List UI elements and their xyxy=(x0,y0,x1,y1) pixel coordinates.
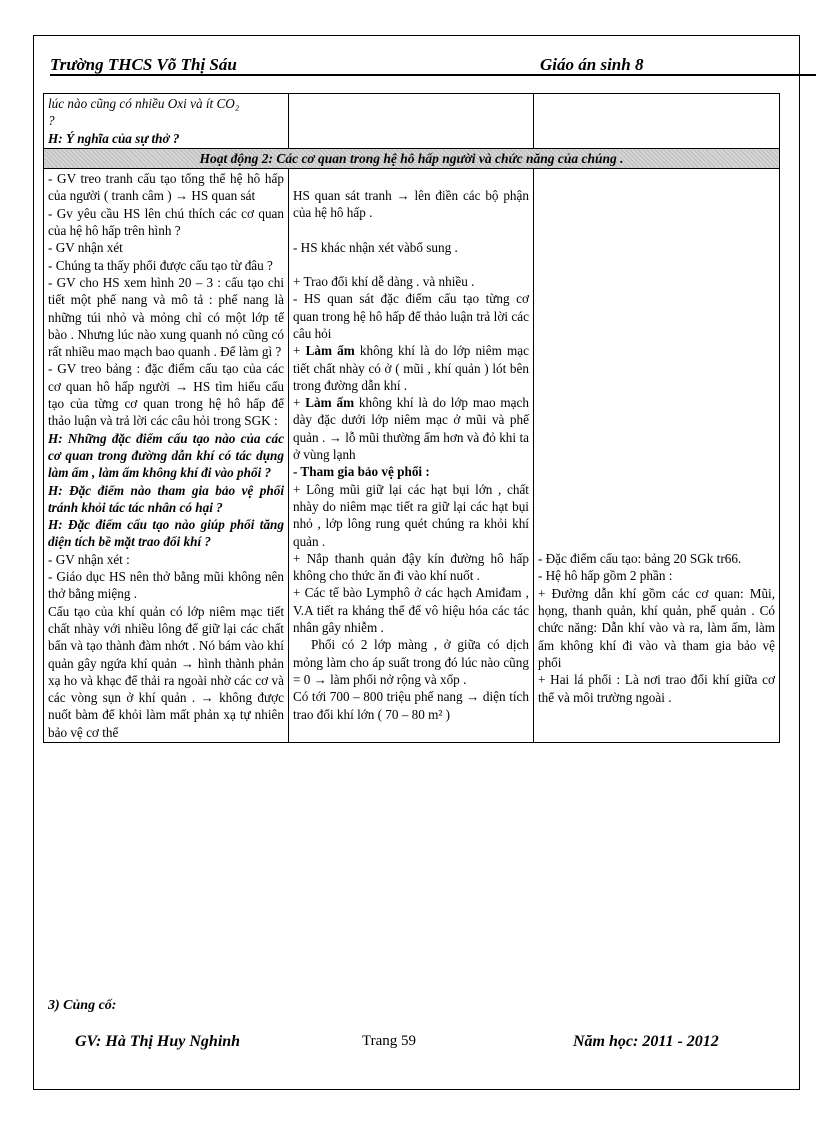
teacher-paragraph: - Chúng ta thấy phổi được cấu tạo từ đâu ? xyxy=(48,257,273,273)
activity-band xyxy=(44,148,780,168)
student-paragraph: - Tham gia bảo vệ phổi : xyxy=(292,464,430,480)
student-paragraph: + Nắp thanh quản đậy kín đường hô hấp không cho thức ăn đi vào khí nuốt . xyxy=(292,550,529,584)
teacher-activity-column xyxy=(44,169,289,743)
student-paragraph: + Làm ẩm không khí là do lớp niêm mạc tiết chất nhày có ở ( mũi , khí quản ) lót bên trong đường dẫn khí . xyxy=(292,343,529,393)
content-spacer xyxy=(538,170,775,550)
teacher-paragraph: H: Đặc điểm nào tham gia bảo vệ phổi tránh khỏi tác tác nhân có hại ? xyxy=(48,482,284,515)
teacher-paragraph: - GV nhận xét xyxy=(48,240,123,256)
content-paragraph: + Đường dẫn khí gồm các cơ quan: Mũi, họng, thanh quản, khí quản, phế quản . Có chức năng: Dẫn khí vào và ra, làm ấm, làm ẩm không khí đi vào và tham gia bảo vệ phổi xyxy=(537,585,775,670)
teacher-paragraph: Cấu tạo của khí quản có lớp niêm mạc tiết chất nhày với nhiều lông để giữ lại các chất bẩn và tạo thành đàm nhớt . Nó bám vào khí quản gây ngứa khí quản → hình thành phản xạ ho và khạc để thải ra ngoài nhờ các cơ và các vòng sụn ở khí quản . → không được nuốt bàm để khỏi làm mất phản xạ tự nhiên bảo vệ cơ thể xyxy=(48,603,284,740)
teacher-paragraph: - GV treo bảng : đặc điểm cấu tạo của các cơ quan hô hấp người → HS tìm hiểu cấu tạo của từng cơ quan trong hệ hô hấp để thảo luận và trả lời các câu hỏi trong SGK : xyxy=(48,361,284,429)
lesson-content-column xyxy=(533,169,779,743)
student-paragraph: + Làm ấm không khí là do lớp mao mạch dày đặc dưới lớp niêm mạc ở mũi và phế quản . → lỗ mũi thường ấm hơn và đỏ khi ta ở vùng lạnh xyxy=(292,395,529,463)
top-cell-teacher xyxy=(44,94,289,149)
top-cell-content xyxy=(533,94,779,149)
student-paragraph: + Trao đổi khí dễ dàng . và nhiều . xyxy=(292,274,475,290)
student-paragraph: - HS khác nhận xét vàbổ sung . xyxy=(292,239,458,255)
teacher-paragraph: - GV treo tranh cấu tạo tổng thể hệ hô hấp của người ( tranh câm ) → HS quan sát xyxy=(48,171,284,204)
activity-title: Hoạt động 2: Các cơ quan trong hệ hô hấp người và chức năng của chúng . xyxy=(44,148,780,168)
school-name: Trường THCS Võ Thị Sáu xyxy=(50,55,237,74)
teacher-paragraph: H: Những đặc điểm cấu tạo nào của các cơ quan trong đường dẫn khí có tác dụng làm ẩm , làm ấm không khí đi vào phổi ? xyxy=(48,430,284,481)
student-paragraph: Có tới 700 – 800 triệu phế nang → diện tích trao đổi khí lớn ( 70 – 80 m² ) xyxy=(292,689,529,722)
teacher-paragraph: - GV nhận xét : xyxy=(48,551,130,567)
content-paragraph: + Hai lá phổi : Là nơi trao đổi khí giữa cơ thể và môi trường ngoài . xyxy=(537,672,775,705)
teacher-paragraph: H: Đặc điểm cấu tạo nào giúp phổi tăng diện tích bề mặt trao đổi khí ? xyxy=(48,517,284,550)
table-row-top xyxy=(44,94,780,149)
bold-term: Làm ẩm xyxy=(305,343,355,359)
student-paragraph xyxy=(293,170,529,187)
footer-teacher: GV: Hà Thị Huy Nghinh xyxy=(75,1033,241,1050)
header-divider xyxy=(50,74,816,76)
consolidation-heading: 3) Củng cố: xyxy=(48,998,117,1013)
top-question: H: Ý nghĩa của sự thở ? xyxy=(48,130,180,146)
subject-title: Giáo án sinh 8 xyxy=(540,55,644,74)
footer-year: Năm học: 2011 - 2012 xyxy=(573,1033,719,1050)
top-cell-student xyxy=(288,94,533,149)
lesson-table xyxy=(43,93,780,743)
teacher-paragraph: - Giáo dục HS nên thở bằng mũi không nên thở bằng miệng . xyxy=(48,569,284,602)
student-paragraph xyxy=(293,222,529,239)
bold-term: Làm ấm xyxy=(305,395,355,411)
student-activity-column xyxy=(288,169,533,743)
student-paragraph: + Lông mũi giữ lại các hạt bụi lớn , chất nhày do niêm mạc tiết ra giữ lại các hạt bụi nhỏ , lớp lông rung quét chúng ra khỏi khí quản . xyxy=(292,481,529,549)
footer-page: Trang 59 xyxy=(362,1033,417,1049)
table-row-main xyxy=(44,169,780,743)
top-line-1: lúc nào cũng có nhiều Oxi và ít CO₂ xyxy=(48,96,240,111)
content-paragraph: - Đặc điểm cấu tạo: bảng 20 SGk tr66. xyxy=(537,551,742,567)
student-paragraph: Phổi có 2 lớp màng , ở giữa có dịch mỏng làm cho áp suất trong đó lúc nào cũng = 0 → làm phổi nở rộng và xốp . xyxy=(292,637,529,687)
student-paragraph xyxy=(293,256,529,273)
student-paragraph: HS quan sát tranh → lên điền các bộ phận của hệ hô hấp . xyxy=(292,188,529,221)
student-paragraph: - HS quan sát đặc điểm cấu tạo từng cơ quan trong hệ hô hấp để thảo luận trả lời các câu hỏi xyxy=(292,291,529,341)
teacher-paragraph: - GV cho HS xem hình 20 – 3 : cấu tạo chi tiết một phế nang và mô tả : phế nang là những túi nhỏ và mỏng chỉ có một lớp tế bào . Nhưng lúc nào xung quanh nó cũng có rất nhiều mao mạch bao quanh . Để làm gì ? xyxy=(48,274,284,360)
teacher-paragraph: - Gv yêu cầu HS lên chú thích các cơ quan của hệ hô hấp trên hình ? xyxy=(48,205,284,239)
top-line-2: ? xyxy=(48,113,55,129)
content-paragraph: - Hệ hô hấp gồm 2 phần : xyxy=(537,568,673,584)
student-paragraph: + Các tế bào Lymphô ở các hạch Amiđam , V.A tiết ra kháng thể để vô hiệu hóa các tác nhân gây nhiễm . xyxy=(292,585,529,636)
